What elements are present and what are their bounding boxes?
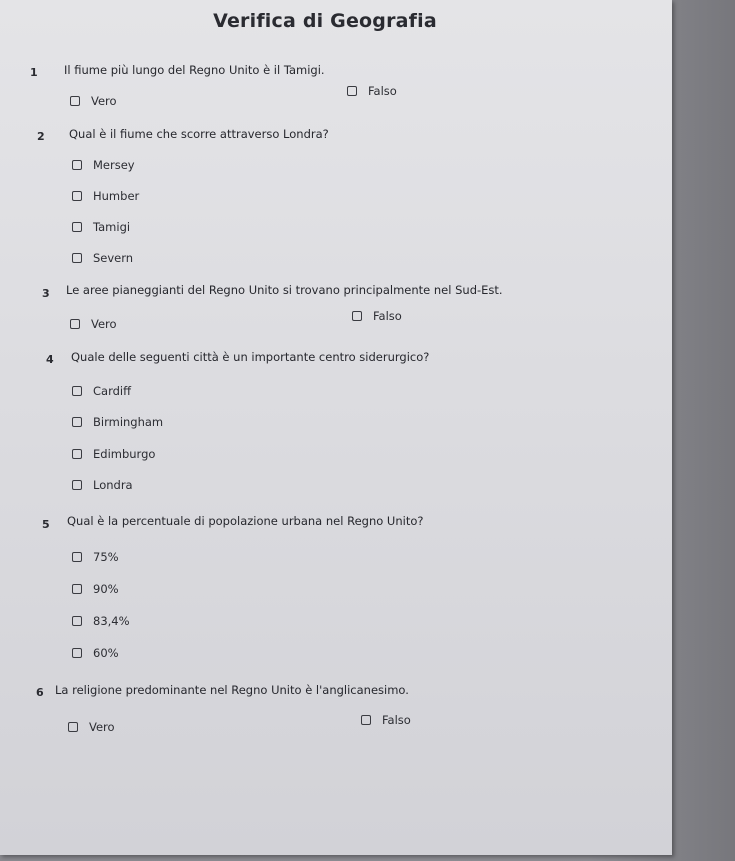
question-3-number: 3 bbox=[42, 287, 50, 300]
question-6-option-falso[interactable] bbox=[361, 713, 411, 727]
question-2-option-tamigi[interactable] bbox=[72, 220, 130, 234]
checkbox[interactable] bbox=[347, 86, 357, 96]
question-5-number: 5 bbox=[42, 518, 50, 531]
checkbox[interactable] bbox=[72, 253, 82, 263]
question-4-option-cardiff[interactable] bbox=[72, 384, 131, 398]
option-label: Falso bbox=[368, 84, 397, 98]
question-2-option-mersey[interactable] bbox=[72, 158, 135, 172]
question-5-text: Qual è la percentuale di popolazione urbana nel Regno Unito? bbox=[67, 514, 424, 528]
checkbox[interactable] bbox=[72, 160, 82, 170]
option-label: Vero bbox=[89, 720, 115, 734]
question-2-text: Qual è il fiume che scorre attraverso Londra? bbox=[69, 127, 329, 141]
option-label: Falso bbox=[382, 713, 411, 727]
question-5-option-75[interactable] bbox=[72, 550, 119, 564]
option-label: Vero bbox=[91, 94, 117, 108]
checkbox[interactable] bbox=[72, 449, 82, 459]
question-6-number: 6 bbox=[36, 686, 44, 699]
question-6-option-vero[interactable] bbox=[68, 720, 115, 734]
question-6-text: La religione predominante nel Regno Unito è l'anglicanesimo. bbox=[55, 683, 409, 697]
checkbox[interactable] bbox=[72, 584, 82, 594]
question-3-option-vero[interactable] bbox=[70, 317, 117, 331]
checkbox[interactable] bbox=[72, 222, 82, 232]
option-label: Tamigi bbox=[93, 220, 131, 234]
checkbox[interactable] bbox=[72, 552, 82, 562]
question-4-option-birmingham[interactable] bbox=[72, 415, 163, 429]
question-3-text: Le aree pianeggianti del Regno Unito si trovano principalmente nel Sud-Est. bbox=[66, 283, 503, 297]
option-label: Severn bbox=[93, 251, 134, 265]
question-3-option-falso[interactable] bbox=[352, 309, 402, 323]
checkbox[interactable] bbox=[72, 616, 82, 626]
quiz-title: Verifica di Geografia bbox=[213, 10, 437, 32]
question-4-number: 4 bbox=[46, 353, 54, 366]
question-4-option-edimburgo[interactable] bbox=[72, 447, 155, 461]
checkbox[interactable] bbox=[352, 311, 362, 321]
question-2-option-humber[interactable] bbox=[72, 189, 139, 203]
option-label: Edimburgo bbox=[93, 447, 156, 461]
question-5-option-60[interactable] bbox=[72, 646, 119, 660]
question-1-number: 1 bbox=[30, 66, 38, 79]
question-2-number: 2 bbox=[37, 130, 45, 143]
question-5-option-83-4[interactable] bbox=[72, 614, 130, 628]
option-label: Mersey bbox=[93, 158, 135, 172]
option-label: 60% bbox=[93, 646, 119, 660]
checkbox[interactable] bbox=[72, 480, 82, 490]
checkbox[interactable] bbox=[72, 191, 82, 201]
checkbox[interactable] bbox=[72, 648, 82, 658]
question-1-option-vero[interactable] bbox=[70, 94, 117, 108]
question-1-text: Il fiume più lungo del Regno Unito è il Tamigi. bbox=[64, 63, 325, 77]
checkbox[interactable] bbox=[70, 319, 80, 329]
question-5-option-90[interactable] bbox=[72, 582, 119, 596]
checkbox[interactable] bbox=[70, 96, 80, 106]
question-2-option-severn[interactable] bbox=[72, 251, 133, 265]
checkbox[interactable] bbox=[68, 722, 78, 732]
option-label: 83,4% bbox=[93, 614, 130, 628]
option-label: Falso bbox=[373, 309, 402, 323]
option-label: Londra bbox=[93, 478, 133, 492]
option-label: 75% bbox=[93, 550, 119, 564]
option-label: Humber bbox=[93, 189, 140, 203]
question-4-text: Quale delle seguenti città è un importante centro siderurgico? bbox=[71, 350, 430, 364]
option-label: Vero bbox=[91, 317, 117, 331]
question-1-option-falso[interactable] bbox=[347, 84, 397, 98]
checkbox[interactable] bbox=[72, 386, 82, 396]
option-label: Birmingham bbox=[93, 415, 164, 429]
option-label: 90% bbox=[93, 582, 119, 596]
checkbox[interactable] bbox=[361, 715, 371, 725]
checkbox[interactable] bbox=[72, 417, 82, 427]
option-label: Cardiff bbox=[93, 384, 132, 398]
question-4-option-londra[interactable] bbox=[72, 478, 133, 492]
